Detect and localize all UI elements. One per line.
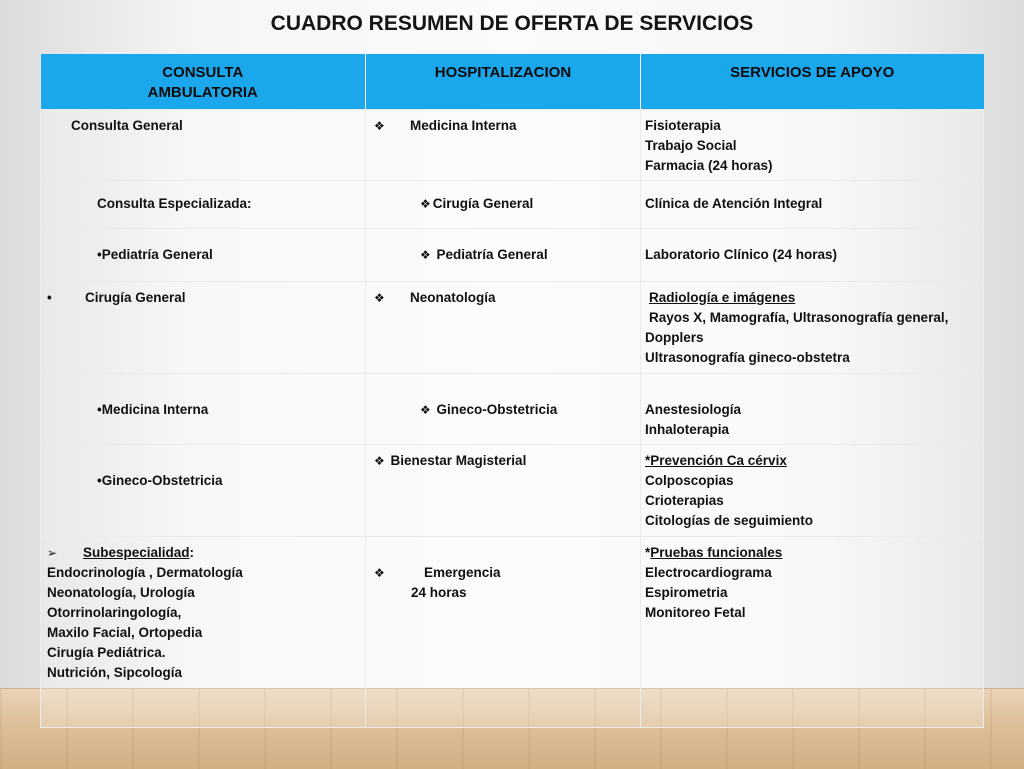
cell-hospitalizacion (366, 536, 641, 728)
diamond-bullet-icon: ❖ (420, 402, 431, 417)
table-row (41, 109, 984, 180)
header-consulta-line1: CONSULTA (162, 64, 244, 81)
arrow-bullet-icon: ➢ (47, 545, 58, 560)
diamond-bullet-icon: ❖ (374, 118, 385, 133)
subespecialidad-item: Cirugía Pediátrica. (47, 644, 166, 660)
cell-apoyo (641, 109, 984, 180)
apoyo-item: Rayos X, Mamografía, Ultrasonografía general, (649, 309, 949, 325)
apoyo-title: *Prevención Ca cérvix (645, 452, 787, 468)
cell-consulta (41, 536, 366, 728)
apoyo-item: Electrocardiograma (645, 564, 772, 580)
subespecialidad-item: Endocrinología , Dermatología (47, 564, 243, 580)
cell-hosp-text: Medicina Interna (410, 117, 517, 133)
cell-hospitalizacion (366, 228, 641, 281)
apoyo-title: Radiología e imágenes (649, 289, 796, 305)
table-row (41, 281, 984, 373)
apoyo-item: Fisioterapia (645, 117, 721, 133)
header-consulta-ambulatoria (41, 54, 366, 109)
cell-apoyo (641, 536, 984, 728)
cell-apoyo (641, 281, 984, 373)
apoyo-title: Pruebas funcionales (650, 544, 783, 560)
apoyo-item: Espirometria (645, 584, 728, 600)
apoyo-item: Inhaloterapia (645, 421, 730, 437)
apoyo-item: Anestesiología (645, 401, 742, 417)
cell-consulta-text: Cirugía General (85, 289, 186, 305)
table-header-row (41, 54, 984, 109)
apoyo-item: Citologías de seguimiento (645, 512, 814, 528)
diamond-bullet-icon: ❖ (420, 247, 431, 262)
subespecialidad-title: Subespecialidad (83, 544, 190, 560)
table-row (41, 536, 984, 728)
cell-hosp-text: Cirugía General (432, 196, 534, 211)
apoyo-star: * (645, 544, 651, 560)
table-row (41, 180, 984, 228)
cell-hosp-text: Pediatría General (432, 246, 548, 262)
diamond-bullet-icon: ❖ (374, 453, 385, 468)
cell-hospitalizacion (366, 281, 641, 373)
cell-hosp-text: Neonatología (410, 289, 496, 305)
cell-hospitalizacion (366, 444, 641, 536)
cell-apoyo (641, 373, 984, 444)
cell-apoyo: Laboratorio Clínico (24 horas) (641, 228, 984, 281)
cell-hosp-text: Bienestar Magisterial (386, 452, 527, 468)
cell-hosp-text: Emergencia (424, 564, 501, 580)
cell-consulta: Consulta Especializada: (41, 180, 366, 228)
cell-hosp-text: Gineco-Obstetricia (432, 401, 558, 417)
diamond-bullet-icon: ❖ (420, 197, 431, 211)
emergencia-line (374, 563, 634, 583)
cell-consulta: Consulta General (41, 109, 366, 180)
apoyo-item: Farmacia (24 horas) (645, 157, 773, 173)
subespecialidad-item: Neonatología, Urología (47, 584, 195, 600)
header-servicios-apoyo: SERVICIOS DE APOYO (641, 54, 984, 109)
apoyo-item: Crioterapias (645, 492, 724, 508)
diamond-bullet-icon: ❖ (374, 565, 385, 580)
slide-title: CUADRO RESUMEN DE OFERTA DE SERVICIOS (270, 12, 754, 35)
apoyo-item: Trabajo Social (645, 137, 737, 153)
header-consulta-line2: AMBULATORIA (147, 84, 258, 101)
cell-apoyo (641, 444, 984, 536)
cell-consulta: •Pediatría General (41, 228, 366, 281)
services-table (40, 54, 984, 728)
apoyo-item: Colposcopias (645, 472, 734, 488)
apoyo-item: Ultrasonografía gineco-obstetra (645, 349, 850, 365)
subespecialidad-item: Nutrición, Sipcología (47, 664, 183, 680)
cell-hospitalizacion (366, 373, 641, 444)
cell-hospitalizacion (366, 109, 641, 180)
subespecialidad-item: Maxilo Facial, Ortopedia (47, 624, 203, 640)
cell-consulta: •Medicina Interna (41, 373, 366, 444)
diamond-bullet-icon: ❖ (374, 290, 385, 305)
apoyo-item: Monitoreo Fetal (645, 604, 746, 620)
cell-consulta (41, 281, 366, 373)
subespecialidad-heading (47, 543, 359, 563)
apoyo-item: Dopplers (645, 329, 704, 345)
table-row (41, 228, 984, 281)
cell-apoyo: Clínica de Atención Integral (641, 180, 984, 228)
subespecialidad-colon: : (189, 544, 195, 560)
table-row (41, 444, 984, 536)
table-row (41, 373, 984, 444)
cell-hospitalizacion (366, 180, 641, 228)
cell-consulta: •Gineco-Obstetricia (41, 444, 366, 536)
apoyo-heading (645, 543, 977, 563)
subespecialidad-item: Otorrinolaringología, (47, 604, 182, 620)
cell-hosp-subtext: 24 horas (411, 584, 467, 600)
header-hospitalizacion: HOSPITALIZACION (366, 54, 641, 109)
bullet-icon: • (47, 289, 52, 305)
